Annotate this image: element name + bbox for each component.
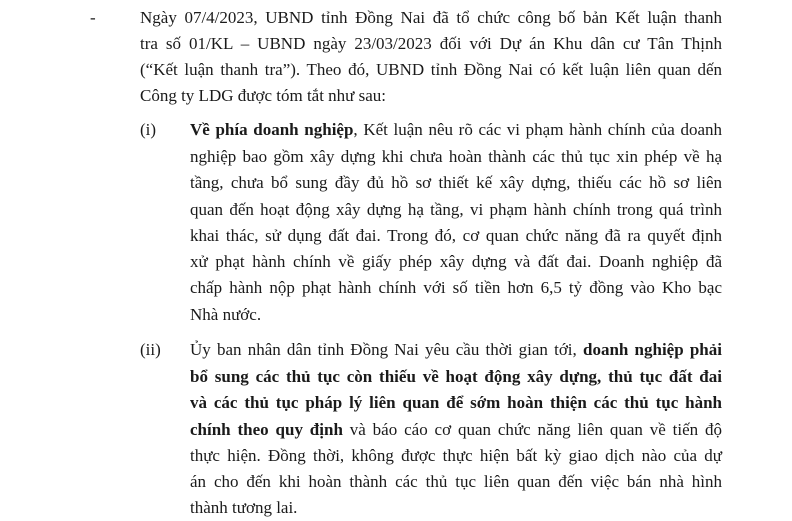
text-line: tầng, chưa bổ sung đầy đủ hồ sơ thiết kế xây dựng, thiếu các hồ sơ liên bbox=[190, 173, 722, 192]
text-line: (“Kết luận thanh tra”). Theo đó, UBND tỉnh Đồng Nai có kết luận liên quan dến bbox=[140, 60, 722, 79]
text-line: khai thác, sử dụng đất đai. Trong đó, cơ quan chức năng đã ra quyết định bbox=[190, 226, 722, 245]
text-line: thành tương lai. bbox=[190, 498, 298, 517]
text-line: tra số 01/KL – UBND ngày 23/03/2023 đối với Dự án Khu dân cư Tân Thịnh bbox=[140, 34, 722, 53]
text-span: Ủy ban nhân dân tỉnh Đồng Nai yêu cầu thời gian tới, bbox=[190, 340, 583, 359]
item-marker-i: (i) bbox=[140, 120, 157, 139]
text-line: bổ sung các thủ tục còn thiếu về hoạt động xây dựng, thủ tục đất đai bbox=[190, 367, 722, 386]
text-line bbox=[190, 339, 722, 361]
text-line: chấp hành nộp phạt hành chính với số tiền hơn 6,5 tỷ đồng vào Kho bạc bbox=[190, 278, 722, 297]
text-line: Nhà nước. bbox=[190, 305, 262, 324]
text-span: , Kết luận nêu rõ các vi phạm hành chính của doanh bbox=[353, 120, 722, 139]
bullet-dash: - bbox=[90, 8, 96, 27]
text-line bbox=[190, 119, 722, 141]
text-line: quan đến hoạt động xây dựng hạ tầng, vi phạm hành chính trong quá trình bbox=[190, 200, 722, 219]
text-line: Công ty LDG được tóm tắt như sau: bbox=[140, 86, 387, 105]
bold-span: chính theo quy định bbox=[190, 420, 343, 439]
text-line: án cho đến khi hoàn thành các thủ tục liên quan đến việc bán nhà hình bbox=[190, 472, 722, 491]
text-line bbox=[190, 419, 722, 441]
text-line: xử phạt hành chính về giấy phép xây dựng và đất đai. Doanh nghiệp đã bbox=[190, 252, 722, 271]
text-span: và báo cáo cơ quan chức năng liên quan về tiến độ bbox=[342, 420, 723, 439]
text-line: Ngày 07/4/2023, UBND tỉnh Đồng Nai đã tổ chức công bố bản Kết luận thanh bbox=[140, 8, 722, 27]
bold-lead: Về phía doanh nghiệp bbox=[190, 120, 354, 139]
text-line: nghiệp bao gồm xây dựng khi chưa hoàn thành các thủ tục xin phép về hạ bbox=[190, 147, 722, 166]
text-line: và các thủ tục pháp lý liên quan để sớm hoàn thiện các thủ tục hành bbox=[190, 393, 722, 412]
bold-span: doanh nghiệp phải bbox=[582, 340, 722, 359]
item-marker-ii: (ii) bbox=[140, 340, 161, 359]
text-line: thực hiện. Đồng thời, không được thực hiện bất kỳ giao dịch nào của dự bbox=[190, 446, 722, 465]
